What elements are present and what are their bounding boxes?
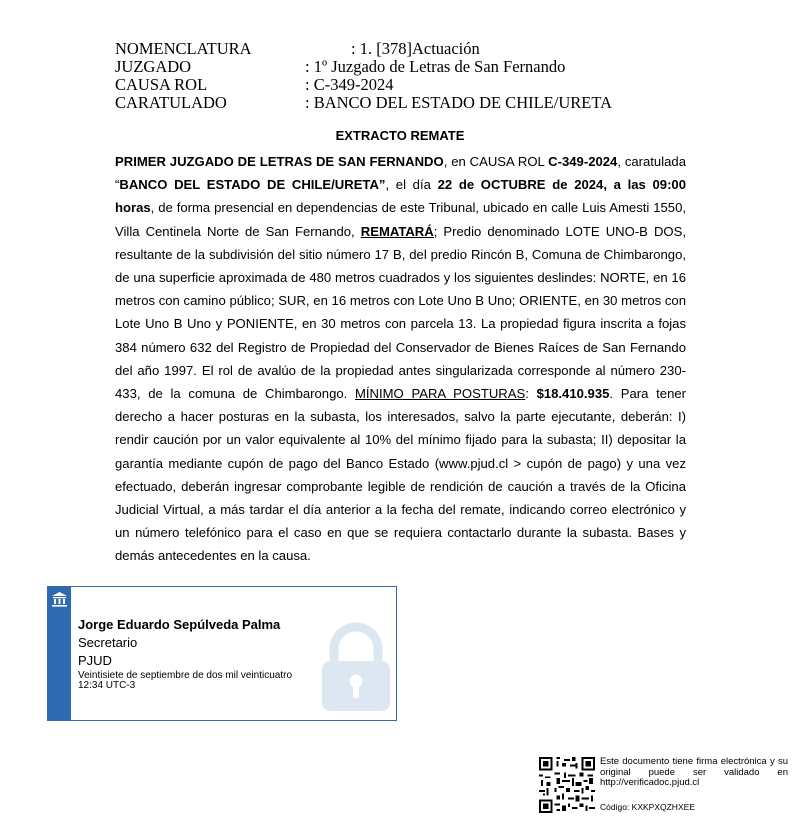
body-text-run: ; Predio denominado LOTE UNO-B DOS, resultante de la subdivisión del sitio número 17 B, del predio Rincón B, Comuna de Chimbarongo, de una superficie aproximada de 480 metros cuadrados y los siguientes deslindes: NORTE, en 16 metros con camino público; SUR, en 16 metros con Lote Uno B Uno; ORIENTE, en 30 metros con Lote Uno B Uno y PONIENTE, en 30 metros con parcela 13. La propiedad figura inscrita a fojas 384 número 632 del Registro de Propiedad del Conservador de Bienes Raíces de San Fernando del año 1997. El rol de avalúo de la propiedad antes singularizada corresponde al número 230-433, de la comuna de Chimbarongo. bbox=[115, 223, 686, 402]
body-text-run: . Para tener derecho a hacer posturas en la subasta, los interesados, salvo la parte ejecutante, deberán: I) rendir caución por un valor equivalente al 10% del mínimo fijado para la subasta; II) depositar la garantía mediante cupón de pago del Banco Estado (www.pjud.cl > cupón de pago) y una vez efectuado, deberán ingresar comprobante legible de rendición de caución a través de la Oficina Judicial Virtual, a más tardar el día anterior a la fecha del remate, indicando correo electrónico y un número telefónico para el caso en que se requiera contactarlo durante la subasta. Bases y demás antecedentes en la causa. bbox=[115, 386, 687, 564]
body-text-run: , el día bbox=[385, 177, 438, 193]
qr-code bbox=[539, 757, 595, 813]
court-name: PRIMER JUZGADO DE LETRAS DE SAN FERNANDO bbox=[115, 154, 444, 169]
electronic-signature-box bbox=[47, 586, 397, 721]
signer-name: Jorge Eduardo Sepúlveda Palma bbox=[78, 617, 281, 632]
auction-date: 22 de OCTUBRE de 2024, a las 09:00 horas bbox=[115, 177, 686, 216]
document-title: EXTRACTO REMATE bbox=[335, 128, 465, 143]
body-text-run: , en CAUSA ROL bbox=[443, 154, 549, 169]
header-label: JUZGADO bbox=[115, 57, 192, 76]
body-text-run: : bbox=[525, 386, 537, 402]
signature-time-text: 12:34 UTC-3 bbox=[78, 680, 136, 691]
body-paragraph bbox=[115, 150, 686, 568]
header-value: : BANCO DEL ESTADO DE CHILE/URETA bbox=[305, 93, 613, 112]
header-label: CARATULADO bbox=[115, 93, 227, 112]
document-body bbox=[115, 150, 686, 568]
verification-code: Código: KXKPXQZHXEE bbox=[600, 802, 695, 812]
verification-note: Este documento tiene firma electrónica y su original puede ser validado en http://verificadoc.pjud.cl bbox=[600, 756, 788, 788]
minimum-bid-label: MÍNIMO PARA POSTURAS bbox=[355, 386, 526, 402]
body-text-run: , caratulada “ bbox=[115, 154, 686, 193]
signer-role: Secretario bbox=[78, 635, 138, 650]
courthouse-icon bbox=[51, 591, 68, 608]
minimum-bid-amount: $18.410.935 bbox=[536, 386, 610, 402]
signature-date bbox=[78, 671, 338, 691]
signature-sidebar bbox=[48, 587, 71, 720]
header-value: : C-349-2024 bbox=[305, 75, 394, 94]
header-value: : 1. [378]Actuación bbox=[351, 39, 480, 58]
body-text-run: , de forma presencial en dependencias de este Tribunal, ubicado en calle Luis Amesti 1550, Villa Centinela Norte de San Fernando, bbox=[115, 200, 686, 239]
header-value: : 1º Juzgado de Letras de San Fernando bbox=[305, 57, 566, 76]
header-label: CAUSA ROL bbox=[115, 75, 208, 94]
case-parties: BANCO DEL ESTADO DE CHILE/URETA” bbox=[119, 177, 386, 193]
case-rol: C-349-2024 bbox=[548, 154, 618, 169]
signer-organization: PJUD bbox=[78, 653, 112, 668]
lock-icon bbox=[306, 617, 406, 717]
rematara-keyword: REMATARÁ bbox=[360, 223, 434, 239]
header-label: NOMENCLATURA bbox=[115, 39, 252, 58]
signature-date-text: Veintisiete de septiembre de dos mil veinticuatro bbox=[78, 670, 293, 681]
